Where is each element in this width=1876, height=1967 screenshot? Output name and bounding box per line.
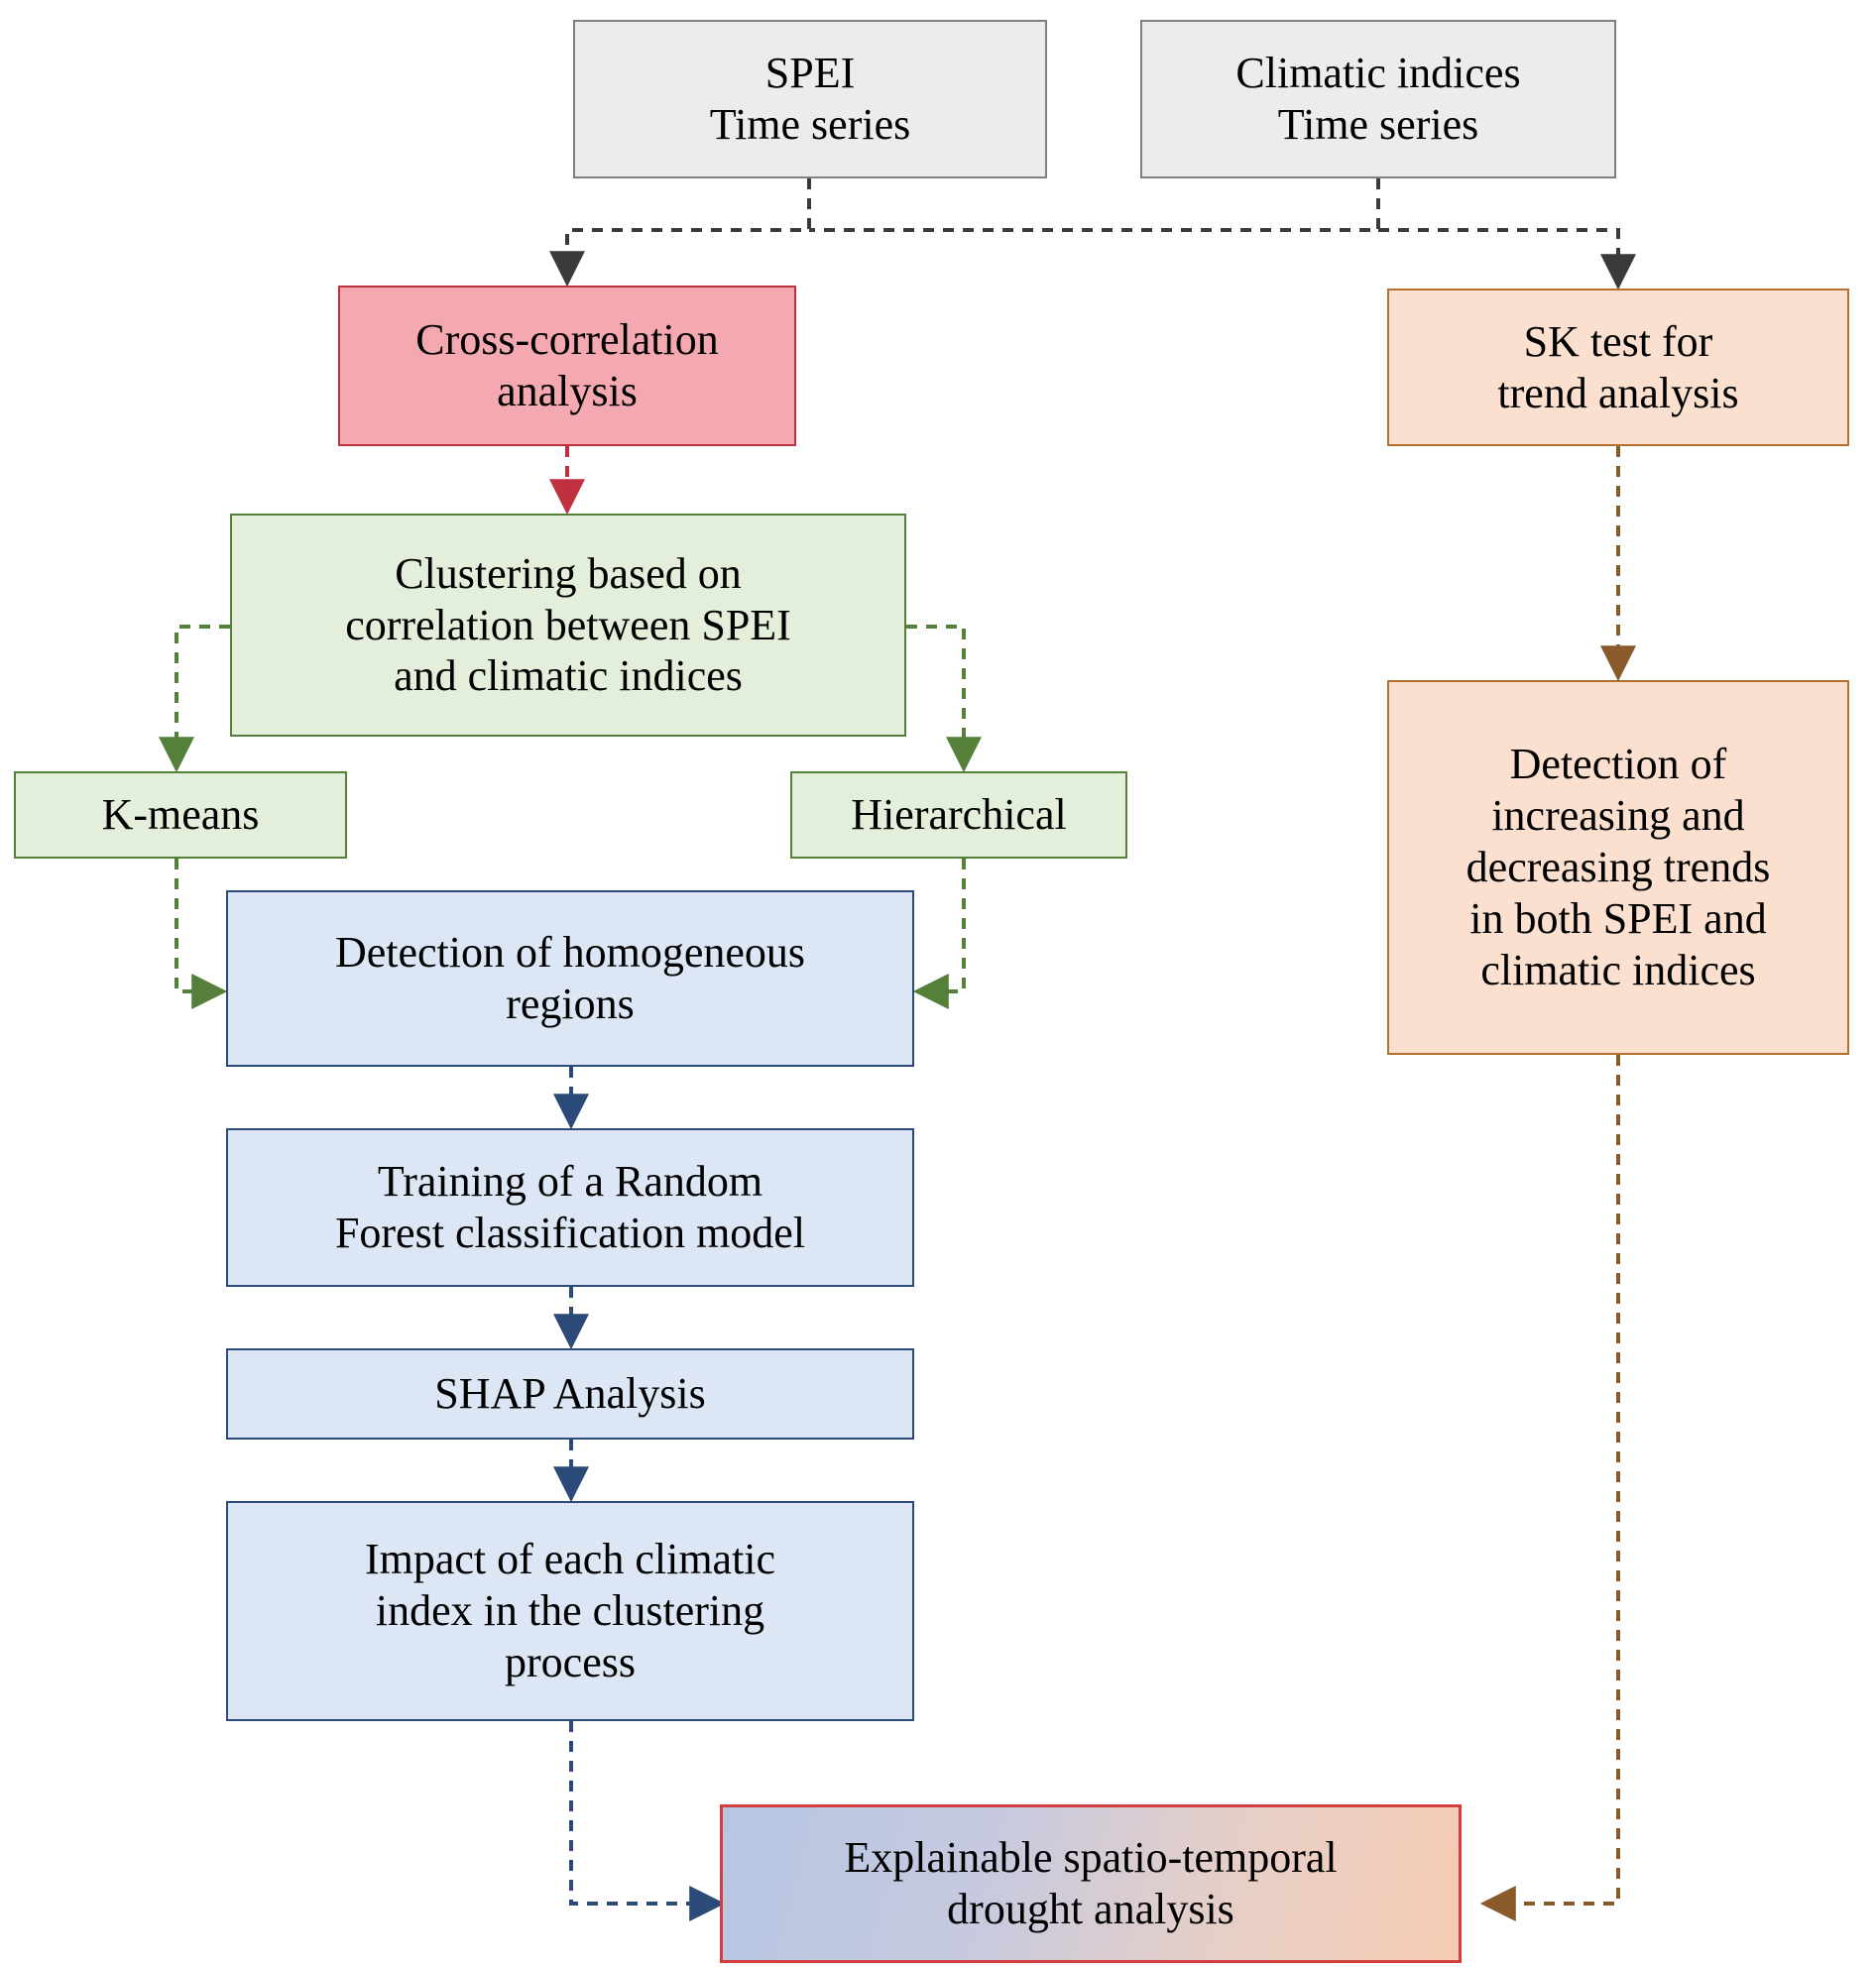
node-random-forest-training (226, 1128, 914, 1287)
node-shap-analysis (226, 1348, 914, 1440)
node-label: K-means (101, 790, 260, 840)
node-label: SPEI Time series (709, 49, 911, 149)
node-label: Detection of increasing and decreasing trends in both SPEI and climatic indices (1466, 740, 1771, 994)
node-label: SK test for trend analysis (1497, 316, 1739, 417)
node-clustering-correlation (230, 514, 906, 737)
node-label: Explainable spatio-temporal drought analysis (844, 1833, 1338, 1933)
node-kmeans (14, 771, 347, 859)
node-hierarchical (790, 771, 1127, 859)
node-detection-homogeneous-regions (226, 890, 914, 1067)
node-explainable-drought-analysis (720, 1804, 1462, 1963)
node-label: Cross-correlation analysis (415, 315, 719, 415)
node-spei-time-series (573, 20, 1047, 178)
node-cross-correlation-analysis (338, 286, 796, 446)
node-label: Detection of homogeneous regions (334, 928, 806, 1028)
node-detection-trends (1387, 680, 1849, 1055)
node-label: Clustering based on correlation between SPEI and climatic indices (345, 548, 791, 701)
node-label: Training of a Random Forest classification model (334, 1157, 806, 1257)
node-climatic-indices-time-series (1140, 20, 1616, 178)
node-label: Hierarchical (851, 790, 1067, 840)
node-label: Climatic indices Time series (1235, 49, 1521, 149)
node-impact-climatic-index (226, 1501, 914, 1721)
node-sk-test-trend-analysis (1387, 289, 1849, 446)
node-label: SHAP Analysis (434, 1369, 706, 1419)
node-label: Impact of each climatic index in the clustering process (364, 1535, 776, 1686)
